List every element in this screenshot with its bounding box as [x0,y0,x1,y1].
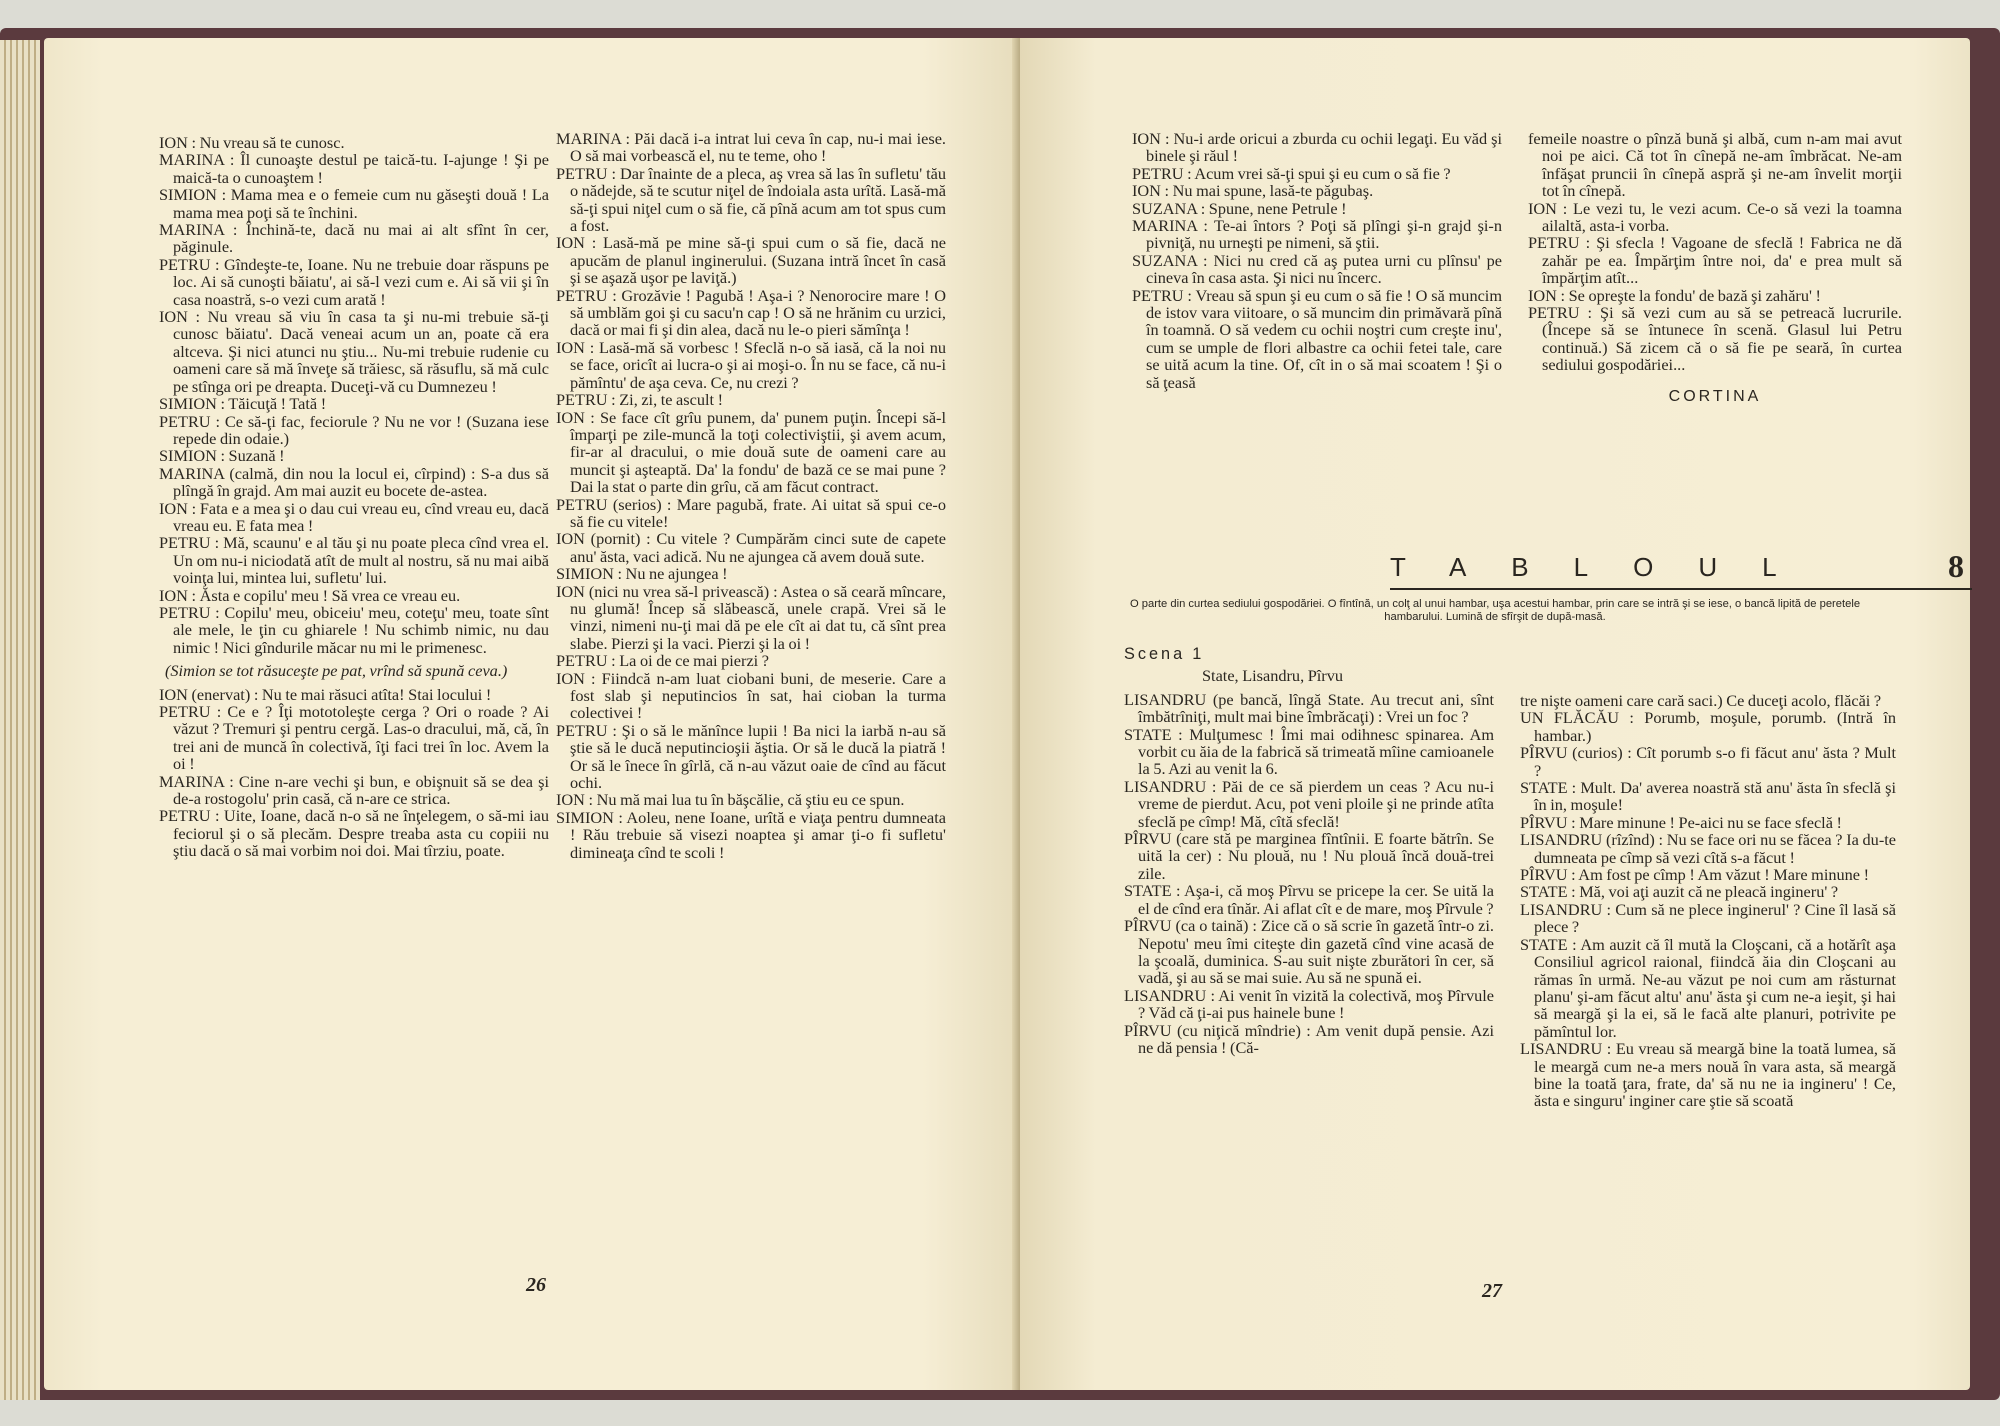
right-column-4 [1520,692,1896,1110]
dialogue-line: PETRU (serios) : Mare pagubă, frate. Ai uitat să spui ce-o să fie cu vitele! [556,494,946,531]
dialogue-line: PETRU : Ce să-ţi fac, feciorule ? Nu ne vor ! (Suzana iese repede din odaie.) [159,411,549,448]
dialogue-line: PÎRVU (cu niţică mîndrie) : Am venit după pensie. Azi ne dă pensia ! (Că- [1124,1020,1494,1057]
dialogue-line: PETRU : Acum vrei să-ţi spui şi eu cum o să fie ? [1132,163,1451,183]
dialogue-line: PÎRVU (ca o taină) : Zice că o să scrie în gazetă într-o zi. Nepotu' meu îmi citeşte din gazetă cînd vine acasă de la şcoală, duminica. S-au suit nişte zburători în cer, să vadă, şi au să se mai suie. Au să ne spună ei. [1124,916,1494,988]
dialogue-line: MARINA : Îl cunoaşte destul pe taică-tu. I-ajunge ! Şi pe maică-ta o cunoaştem ! [159,150,549,187]
dialogue-line: PETRU : La oi de ce mai pierzi ? [556,651,770,671]
scena-characters: State, Lisandru, Pîrvu [1202,666,1343,686]
dialogue-line: (Simion se tot răsuceşte pe pat, vrînd să spună ceva.) [165,661,508,681]
dialogue-line: PETRU : Vreau să spun şi eu cum o să fie ! O să muncim de istov vara viitoare, o să muncim din primăvară pînă în toamnă. O să vedem cu ochii noştri cum creşte inu', cum se umple de flori albastre ca ochii fetei tale, care se uită acum la tine. Of, cît in o să mai scoatem ! Şi o să ţeasă [1132,285,1502,392]
dialogue-line: ION : Se face cît grîu punem, da' punem puţin. Începi să-l împarţi pe zile-muncă la toţi colectiviştii, şi avem acum, fir-ar al dracului, o mie două sute de oameni care au muncit şi aşteaptă. Da' la fondu' de bază ce se mai pune ? Dai la stat o parte din grîu, că am făcut contract. [556,407,946,497]
dialogue-line: PETRU : Uite, Ioane, dacă n-o să ne înţelegem, o să-mi iau feciorul şi o să plecăm. Despre treaba asta cu copiii nu ştiu dacă o să mai vorbim noi doi. Mai tîrziu, poate. [159,806,549,861]
scene-setting: O parte din curtea sediului gospodăriei. O fîntînă, un colţ al unui hambar, uşa acestui hambar, prin care se intră şi se iese, o bancă lipită de peretele hambarului. Lumină de sfîrşit de după-masă. [1129,598,1861,623]
dialogue-line: PETRU : Dar înainte de a pleca, aş vrea să las în sufletu' tău o nădejde, să te scutur niţel de îndoiala asta urîtă. Lasă-mă să-ţi spui niţel cum o să fie, că pînă acum am tot spus cum a fost. [556,163,946,236]
dialogue-line: PETRU : Ce e ? Îţi mototoleşte cerga ? Ori o roade ? Ai văzut ? Tremuri şi pentru cergă. Las-o dracului, mă, că, în trei ani de muncă în colectivă, îţi faci trei în loc. Avem la oi ! [159,702,549,774]
dialogue-line: ION : Ăsta e copilu' meu ! Să vrea ce vreau eu. [159,585,461,605]
dialogue-line: PETRU : Grozăvie ! Pagubă ! Aşa-i ? Nenorocire mare ! O să umblăm goi şi cu sacu'n cap ! O să ne hrănim cu urzici, dacă or mai fi şi din alea, dacă nu le-o pieri sămînţa ! [556,285,946,340]
dialogue-line: tre nişte oameni care cară saci.) Ce duceţi acolo, flăcăi ? [1520,691,1882,710]
dialogue-line: STATE : Mult. Da' averea noastră stă anu' ăsta în sfeclă şi în in, moşule! [1520,778,1896,815]
page-number-right: 27 [1482,1280,1502,1302]
dialogue-line: STATE : Am auzit că îl mută la Cloşcani, că a hotărît aşa Consiliul agricol raional, fiindcă ăia din Cloşcani au rămas în urmă. Ne-au văzut pe noi cum am răsturnat planu' şi-am făcut altu' anu' ăsta şi cum ne-a ieşit, şi hai să meargă şi la ei, să le facă alte planuri, potrivite pe pămîntul lor. [1520,934,1896,1041]
dialogue-line: ION : Se opreşte la fondu' de bază şi zahăru' ! [1528,285,1821,305]
right-column-1 [1132,130,1502,391]
dialogue-line: PETRU : Gîndeşte-te, Ioane. Nu ne trebuie doar răspuns pe loc. Ai să cunoşti băiatu', ai să-l vezi cum e. Ai să vii şi în casa noastră, s-o vezi cum arată ! [159,254,549,309]
dialogue-line: ION (pornit) : Cu vitele ? Cumpărăm cinci sute de capete anu' ăsta, vaci adică. Nu ne ajungea că avem două sute. [556,529,946,566]
dialogue-line: SIMION : Suzană ! [159,446,285,466]
tablou-heading [1390,548,1972,590]
dialogue-line: ION : Nu-i arde oricui a zburda cu ochii legaţi. Eu văd şi binele şi răul ! [1132,129,1502,166]
dialogue-line: PETRU : Copilu' meu, obiceiu' meu, coteţu' meu, toate sînt ale mele, le ţin cu ghiarele ! Nu schimb nimic, nu dau nimic ! Nici gîndurile măcar nu mi le primenesc. [159,602,549,657]
dialogue-line: PÎRVU : Mare minune ! Pe-aici nu se face sfeclă ! [1520,812,1842,832]
dialogue-line: SUZANA : Nici nu cred că aş putea urni cu plînsu' pe cineva în casa asta. Şi nici nu încerc. [1132,250,1502,288]
dialogue-line: ION : Nu vreau să viu în casa ta şi nu-mi trebuie să-ţi cunosc băiatu'. Dacă veneai acum un an, poate că era altceva. Şi nici atunci nu ştiu... Nu-mi trebuie rudenie cu oameni care să mă înveţe să trăiesc, să răsuflu, să mă culc pe stînga ori pe dreapta. Duceţi-vă cu Dumnezeu ! [159,307,549,396]
dialogue-line: PETRU : Şi să vezi cum au să se petreacă lucrurile. (Începe să se întunece în scenă. Glasul lui Petru continuă.) Să zicem că o să fie pe seară, în curtea sediului gospodăriei... [1528,303,1902,375]
dialogue-line: ION : Nu vreau să te cunosc. [159,133,345,152]
scena-title: Scena 1 [1124,645,1205,663]
dialogue-line: ION : Nu mai spune, lasă-te păgubaş. [1132,181,1374,201]
dialogue-line: SIMION : Mama mea e o femeie cum nu găseşti două ! La mama mea poţi să te închini. [159,185,549,222]
dialogue-line: LISANDRU : Ai venit în vizită la colectivă, moş Pîrvule ? Văd că ţi-ai pus hainele bune ! [1124,985,1494,1023]
left-column-1 [159,134,549,860]
dialogue-line: SUZANA : Spune, nene Petrule ! [1132,198,1347,218]
dialogue-line: ION (enervat) : Nu te mai răsuci atîta! Stai locului ! [159,684,492,704]
right-column-2 [1528,130,1902,405]
dialogue-line: UN FLĂCĂU : Porumb, moşule, porumb. (Intră în hambar.) [1520,708,1896,745]
dialogue-line: PÎRVU (curios) : Cît porumb s-o fi făcut anu' ăsta ? Mult ? [1520,743,1896,780]
dialogue-line: PETRU : Mă, scaunu' e al tău şi nu poate pleca cînd vrea el. Un om nu-i niciodată atît de mult al nostru, să nu mai aibă voinţa lui, mintea lui, sufletu' lui. [159,533,549,588]
dialogue-line: PETRU : Şi o să le mănînce lupii ! Ba nici la iarbă n-au să ştie să le ducă neputincioşii ăştia. Or să le ducă la piatră ! Or să le înece în gîrlă, că n-au văzut oaie de cînd au făcut ochi. [556,720,946,793]
dialogue-line: LISANDRU (rîzînd) : Nu se face ori nu se făcea ? Ia du-te dumneata pe cîmp să vezi cîtă s-a făcut ! [1520,830,1896,867]
dialogue-line: STATE : Mulţumesc ! Îmi mai odihnesc spinarea. Am vorbit cu ăia de la fabrică să trimeată mîine camioanele la 5. Azi au venit la 6. [1124,724,1494,779]
dialogue-line: PETRU : Şi sfecla ! Vagoane de sfeclă ! Fabrica ne dă zahăr pe ea. Împărţim între noi, da' e prea mult să împărţim atît... [1528,233,1902,288]
dialogue-line: ION : Le vezi tu, le vezi acum. Ce-o să vezi la toamna ailaltă, asta-i vorba. [1528,198,1902,236]
dialogue-line: PÎRVU : Am fost pe cîmp ! Am văzut ! Mare minune ! [1520,865,1870,885]
tablou-number: 8 [1948,548,1964,584]
dialogue-line: STATE : Aşa-i, că moş Pîrvu se pricepe la cer. Se uită la el de cînd era tînăr. Ai aflat cît e de mare, moş Pîrvule ? [1124,881,1494,918]
dialogue-line: MARINA : Cine n-are vechi şi bun, e obişnuit să se dea şi de-a rostogolu' prin casă, că n-are ce strica. [159,771,549,809]
dialogue-line: ION (nici nu vrea să-l privească) : Astea o să ceară mîncare, nu glumă! Încep să slăbească, unele crapă. Vrei să le vinzi, nimeni nu-ţi mai dă pe ele cît ai dat tu, că sînt prea slabe. Pierzi şi la vaci. Pierzi şi la oi ! [556,581,946,653]
dialogue-line: ION : Fiindcă n-am luat ciobani buni, de meserie. Care a fost slab şi neputincios în sat, hai cioban la turma colectivei ! [556,668,946,723]
dialogue-line: ION : Lasă-mă pe mine să-ţi spui cum o să fie, dacă ne apucăm de planul inginerului. (Suzana intră încet în casă şi se aşază uşor pe laviţă.) [556,233,946,288]
tablou-word: TABLOUL [1390,552,1822,582]
dialogue-line: SIMION : Aoleu, nene Ioane, urîtă e viaţa pentru dumneata ! Rău trebuie să visezi noaptea şi amar ţi-o fi sufletu' dimineaţa cînd te scoli ! [556,807,946,862]
dialogue-line: PÎRVU (care stă pe marginea fîntînii. E foarte bătrîn. Se uită la cer) : Nu plouă, nu ! Nu plouă încă două-trei zile. [1124,829,1494,883]
dialogue-line: LISANDRU (pe bancă, lîngă State. Au trecut ani, sînt îmbătrîniţi, mult mai bine îmbrăcaţi) : Vrei un foc ? [1124,689,1494,727]
dialogue-line: MARINA (calmă, din nou la locul ei, cîrpind) : S-a dus să plîngă în grajd. Am mai auzit eu bocete de-astea. [159,463,549,501]
page-edges [0,40,40,1400]
dialogue-line: ION : Nu mă mai lua tu în băşcălie, că ştiu eu ce spun. [556,790,905,810]
dialogue-line: LISANDRU : Păi de ce să pierdem un ceas ? Acu nu-i vreme de pierdut. Acu, pot veni ploile şi ne prinde atîta sfeclă pe cîmp! Mă, cîtă sfeclă! [1124,776,1494,831]
left-page [44,38,1020,1390]
dialogue-line: MARINA : Te-ai întors ? Poţi să plîngi şi-n grajd şi-n pivniţă, nu urneşti pe nimeni, să ştii. [1132,216,1502,253]
dialogue-line: PETRU : Zi, zi, te ascult ! [556,390,724,410]
dialogue-line: ION : Lasă-mă să vorbesc ! Sfeclă n-o să iasă, că la noi nu se face, oricît ai lucra-o şi ai moşi-o. În nu se face, că nu-i pămîntu' de aşa ceva. Ce, nu crezi ? [556,337,946,392]
right-page [1020,38,1970,1390]
dialogue-line: LISANDRU : Eu vreau să meargă bine la toată lumea, să le meargă cum ne-a mers nouă în vara asta, să meargă bine la toată ţara, frate, da' să nu ne ia ingineru' ! Ce, ăsta e singuru' inginer care ştie să scoată [1520,1039,1896,1111]
left-column-2 [556,130,946,861]
cortina-label: CORTINA [1668,387,1762,405]
dialogue-line: STATE : Mă, voi aţi auzit că ne pleacă ingineru' ? [1520,882,1839,902]
right-column-3 [1124,646,1494,1056]
dialogue-line: MARINA : Păi dacă i-a intrat lui ceva în cap, nu-i mai iese. O să mai vorbească el, nu te teme, oho ! [556,129,946,166]
dialogue-line: SIMION : Tăicuţă ! Tată ! [159,394,327,414]
page-number-left: 26 [526,1274,546,1296]
dialogue-line: SIMION : Nu ne ajungea ! [556,564,728,584]
dialogue-line: femeile noastre o pînză bună şi albă, cum n-am mai avut noi pe aici. Că tot în cînepă ne-am îmbrăcat. Ne-am înfăşat pruncii în cînepă aspră şi ne-am învelit morţii tot în cînepă. [1528,129,1902,201]
dialogue-line: ION : Fata e a mea şi o dau cui vreau eu, cînd vreau eu, dacă vreau eu. E fata mea ! [159,498,549,535]
dialogue-line: LISANDRU : Cum să ne plece inginerul' ? Cine îl lasă să plece ? [1520,899,1896,937]
dialogue-line: MARINA : Închină-te, dacă nu mai ai alt sfînt în cer, păginule. [159,220,549,257]
